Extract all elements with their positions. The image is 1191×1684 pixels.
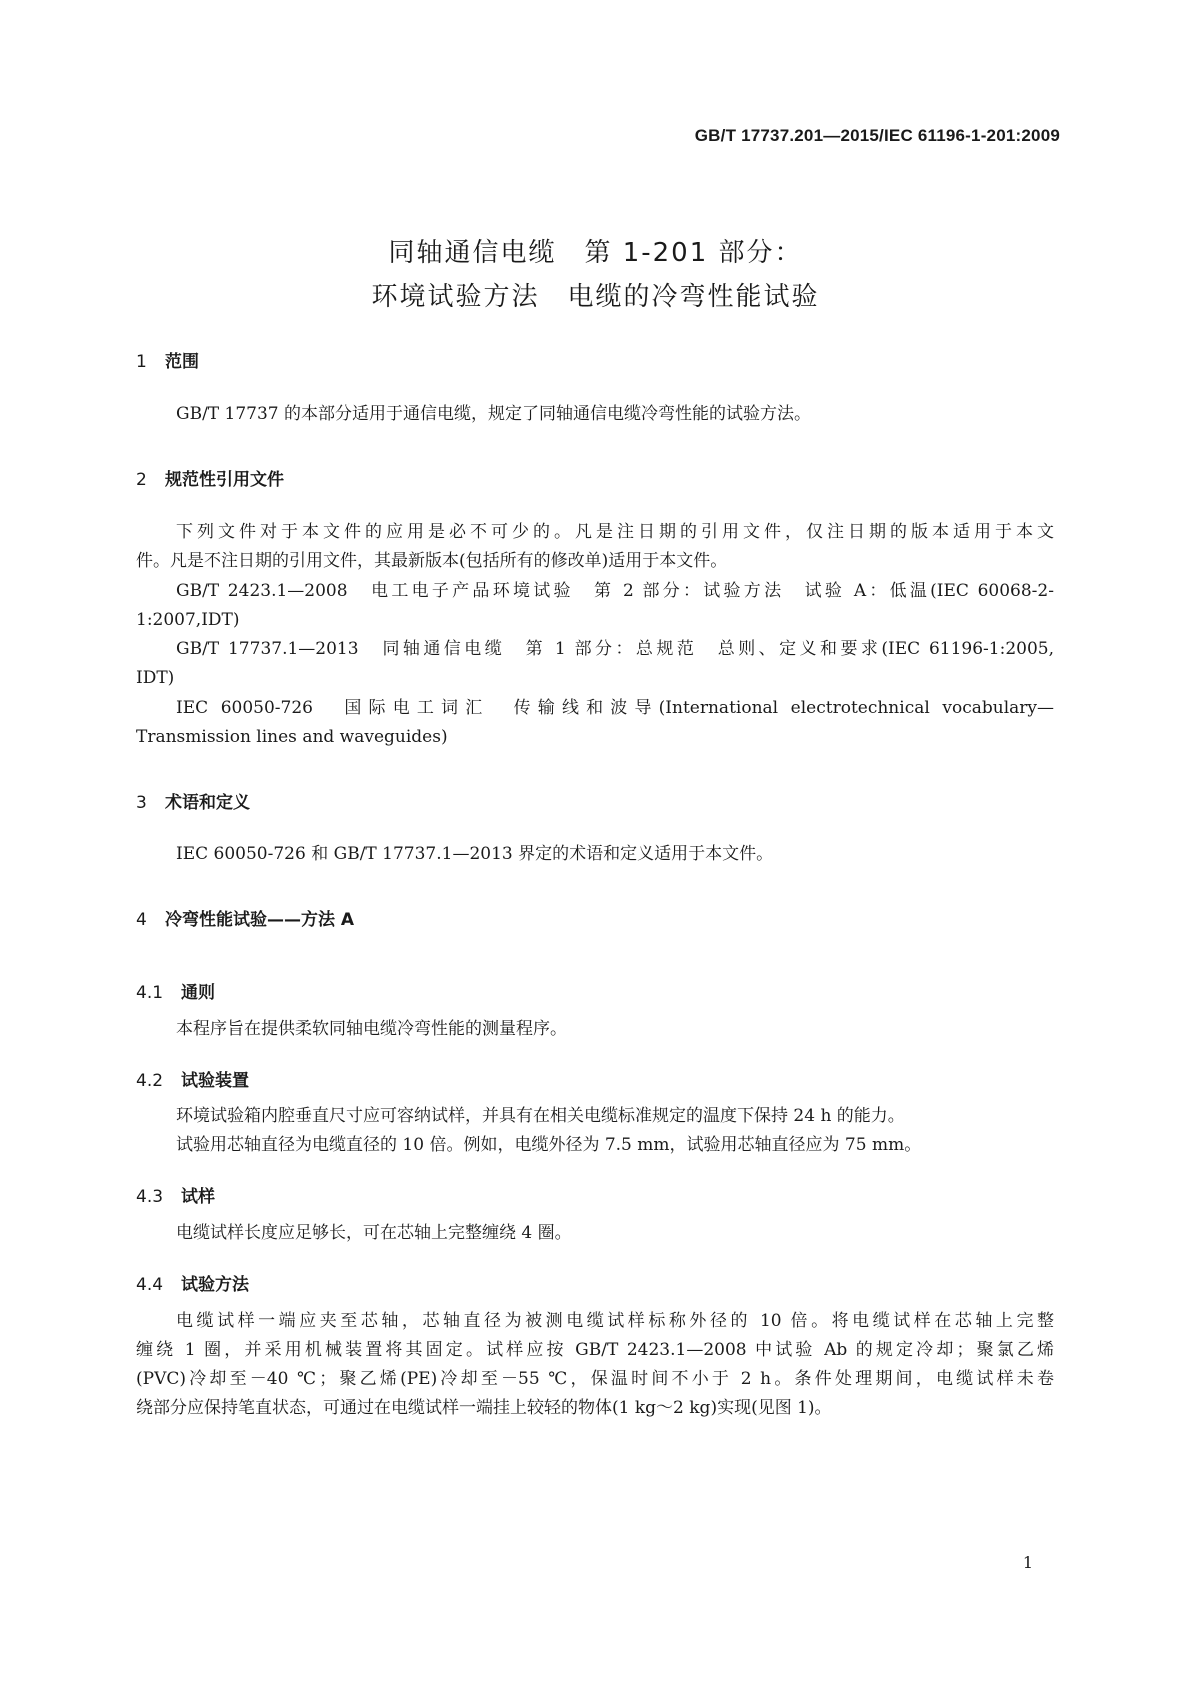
section-3-heading [136, 788, 250, 813]
section-4-4-line-3: (PVC)冷却至－40 ℃；聚乙烯(PE)冷却至－55 ℃，保温时间不小于 2 h。条件处理期间，电缆试样未卷 [136, 1369, 1054, 1389]
section-4-4-line-1: 电缆试样一端应夹至芯轴，芯轴直径为被测电缆试样标称外径的 10 倍。将电缆试样在芯轴上完整 [176, 1311, 1054, 1331]
reference-1-line-2: 1:2007,IDT) [136, 610, 240, 630]
section-4-2-heading [136, 1066, 249, 1091]
section-title: 试验装置 [181, 1071, 249, 1091]
standard-code-header: GB/T 17737.201—2015/IEC 61196-1-201:2009 [694, 126, 1060, 145]
section-number: 4.1 [136, 983, 164, 1003]
section-title: 术语和定义 [165, 793, 250, 813]
section-4-3-heading [136, 1182, 215, 1207]
section-4-1-heading [136, 978, 215, 1003]
reference-3-line-1: IEC 60050-726 国际电工词汇 传输线和波导(International electrotechnical vocabulary— [176, 698, 1054, 718]
section-title: 通则 [181, 983, 215, 1003]
reference-2-line-1: GB/T 17737.1—2013 同轴通信电缆 第 1 部分：总规范 总则、定义和要求(IEC 61196-1:2005, [176, 639, 1054, 659]
reference-2-line-2: IDT) [136, 668, 175, 688]
section-title: 试样 [181, 1187, 215, 1207]
document-title-line-2: 环境试验方法 电缆的冷弯性能试验 [371, 282, 820, 312]
section-1-heading [136, 347, 199, 372]
section-4-3-paragraph: 电缆试样长度应足够长，可在芯轴上完整缠绕 4 圈。 [176, 1223, 572, 1243]
section-1-paragraph: GB/T 17737 的本部分适用于通信电缆，规定了同轴通信电缆冷弯性能的试验方法。 [176, 404, 812, 424]
page-number: 1 [1022, 1553, 1033, 1572]
section-2-intro-line-2: 件。凡是不注日期的引用文件，其最新版本(包括所有的修改单)适用于本文件。 [136, 551, 728, 571]
section-title: 范围 [165, 352, 199, 372]
section-3-paragraph: IEC 60050-726 和 GB/T 17737.1—2013 界定的术语和定义适用于本文件。 [176, 844, 774, 864]
section-title: 试验方法 [181, 1275, 249, 1295]
section-number: 2 [136, 470, 147, 490]
section-4-2-line-1: 环境试验箱内腔垂直尺寸应可容纳试样，并具有在相关电缆标准规定的温度下保持 24 h 的能力。 [176, 1106, 905, 1126]
reference-3-line-2: Transmission lines and waveguides) [136, 727, 448, 747]
section-title: 规范性引用文件 [165, 470, 284, 490]
section-number: 3 [136, 793, 147, 813]
section-number: 1 [136, 352, 147, 372]
section-4-1-paragraph: 本程序旨在提供柔软同轴电缆冷弯性能的测量程序。 [176, 1019, 567, 1039]
section-4-4-line-2: 缠绕 1 圈，并采用机械装置将其固定。试样应按 GB/T 2423.1—2008 中试验 Ab 的规定冷却；聚氯乙烯 [136, 1340, 1054, 1360]
document-title-line-1: 同轴通信电缆 第 1-201 部分： [388, 238, 803, 268]
section-2-intro-line-1: 下列文件对于本文件的应用是必不可少的。凡是注日期的引用文件，仅注日期的版本适用于本文 [176, 522, 1054, 542]
section-number: 4 [136, 910, 147, 930]
section-4-2-line-2: 试验用芯轴直径为电缆直径的 10 倍。例如，电缆外径为 7.5 mm，试验用芯轴直径应为 75 mm。 [176, 1135, 922, 1155]
section-number: 4.4 [136, 1275, 164, 1295]
section-number: 4.3 [136, 1187, 164, 1207]
section-title: 冷弯性能试验——方法 A [165, 910, 355, 930]
section-2-heading [136, 465, 284, 490]
section-4-4-line-4: 绕部分应保持笔直状态，可通过在电缆试样一端挂上较轻的物体(1 kg～2 kg)实现(见图 1)。 [136, 1398, 832, 1418]
section-number: 4.2 [136, 1071, 164, 1091]
section-4-4-heading [136, 1270, 249, 1295]
reference-1-line-1: GB/T 2423.1—2008 电工电子产品环境试验 第 2 部分：试验方法 试验 A：低温(IEC 60068-2- [176, 581, 1054, 601]
section-4-heading [136, 905, 354, 930]
